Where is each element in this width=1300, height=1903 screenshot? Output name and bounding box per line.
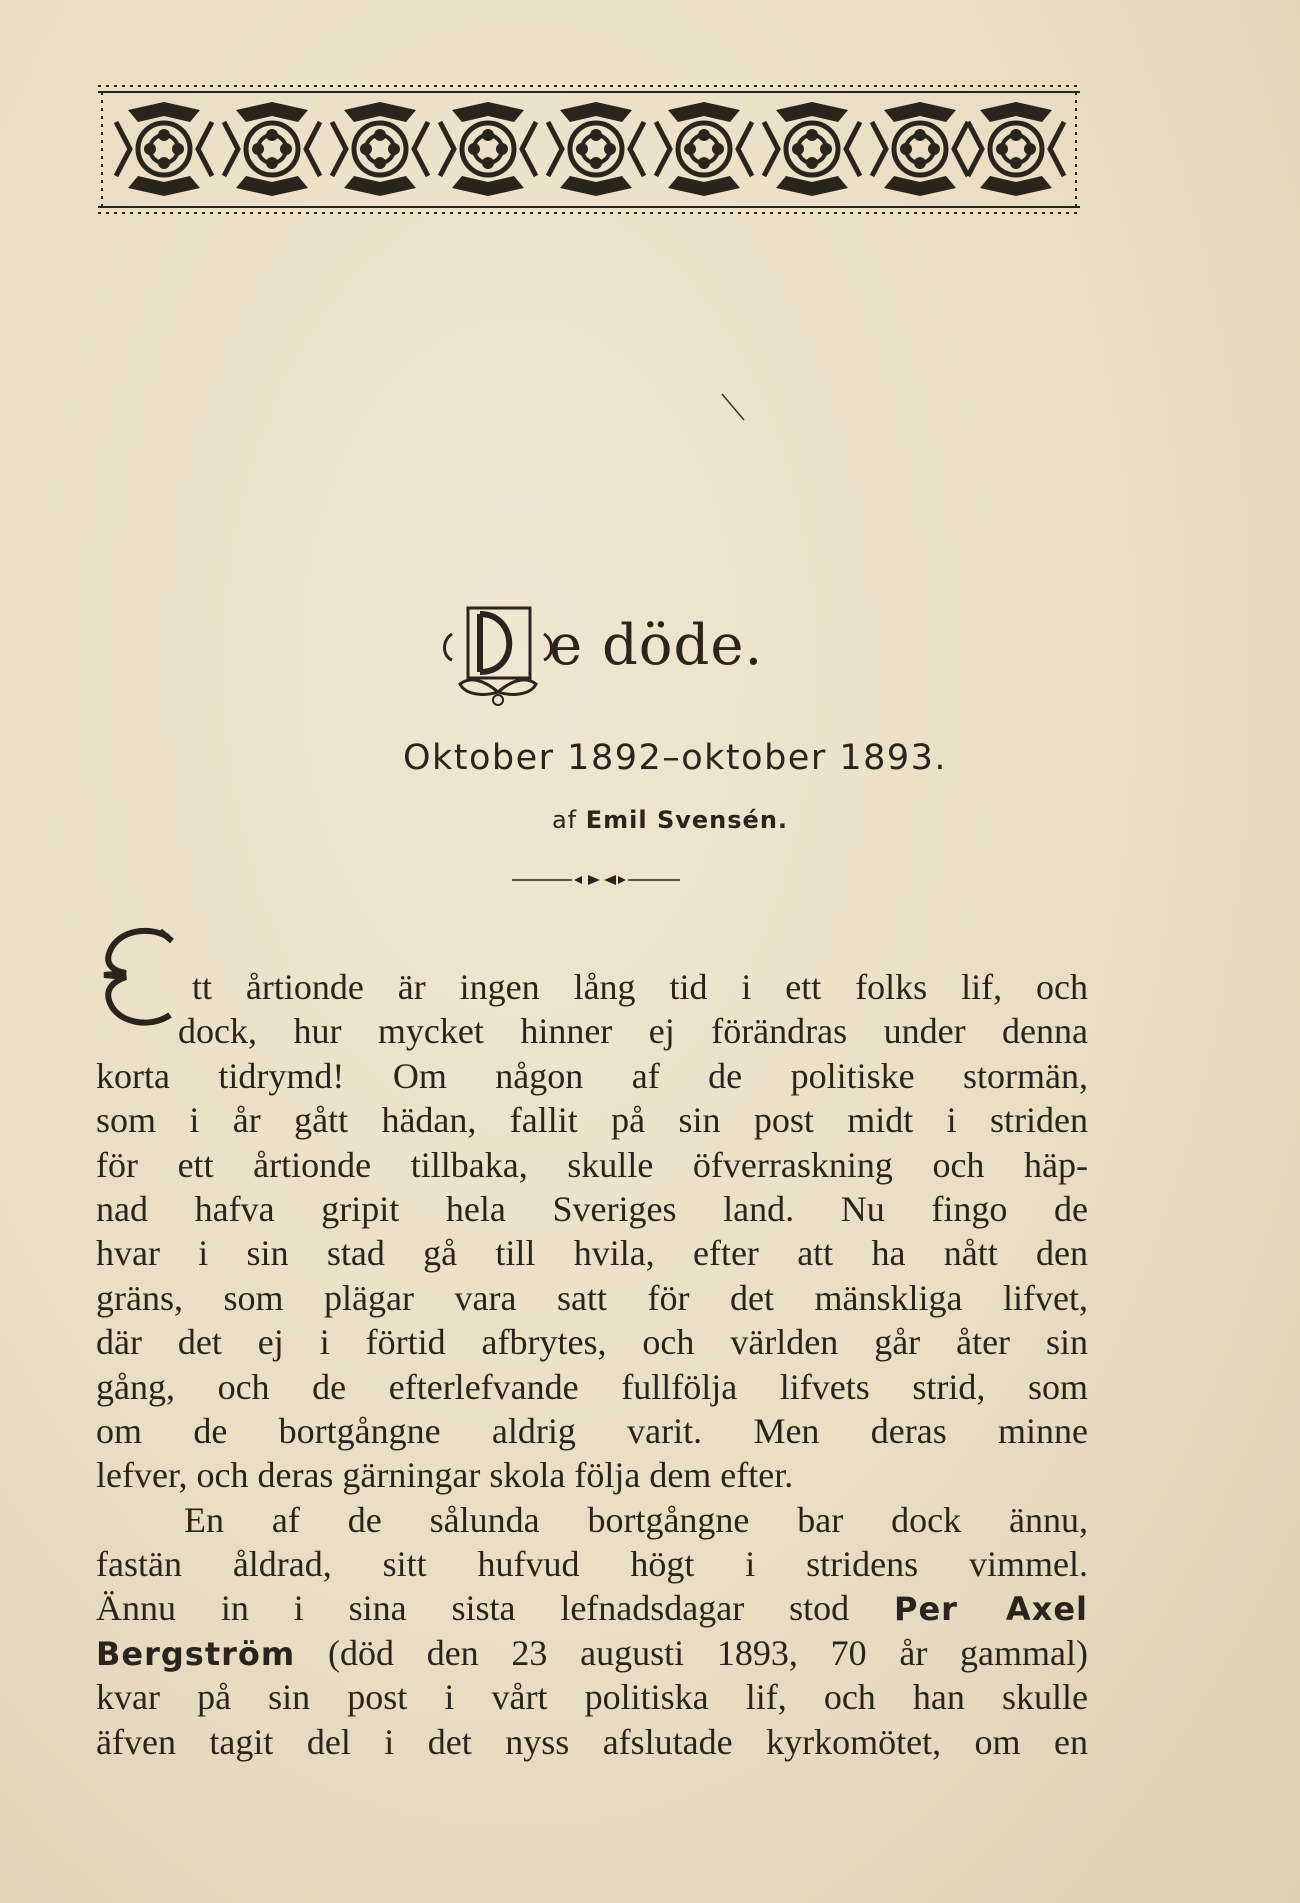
text-line: där det ej i förtid afbrytes, och världen går åter sin	[96, 1322, 1088, 1363]
text-line: nad hafva gripit hela Sveriges land. Nu fingo de	[96, 1188, 1088, 1229]
text-fragment: Ännu in i sina sista lefnadsdagar stod	[96, 1588, 850, 1629]
text-line: gång, och de efterlefvande fullfölja lifvets strid, som	[96, 1366, 1088, 1407]
stray-pencil-mark	[720, 392, 748, 422]
title-ornamental-initial	[440, 600, 555, 710]
author-name: Emil Svensén.	[585, 806, 789, 834]
date-range-subtitle: Oktober 1892–oktober 1893.	[402, 738, 948, 778]
text-line: om de bortgångne aldrig varit. Men deras minne	[96, 1410, 1088, 1451]
person-name-part1: Per Axel	[893, 1590, 1089, 1629]
article-body	[96, 965, 1088, 1764]
chapter-title	[440, 600, 800, 710]
text-line	[96, 1586, 1088, 1630]
text-line: gräns, som plägar vara satt för det mänskliga lifvet,	[96, 1277, 1088, 1318]
author-line	[0, 806, 1300, 834]
ornamental-header-band	[96, 82, 1082, 217]
text-line: En af de sålunda bortgångne bar dock ännu,	[184, 1499, 1088, 1540]
text-line: lefver, och deras gärningar skola följa dem efter.	[96, 1455, 794, 1496]
text-line: för ett årtionde tillbaka, skulle öfverraskning och häp-	[96, 1144, 1088, 1185]
text-line: hvar i sin stad gå till hvila, efter att ha nått den	[96, 1233, 1088, 1274]
text-line: kvar på sin post i vårt politiska lif, och han skulle	[96, 1677, 1088, 1718]
text-line: dock, hur mycket hinner ej förändras under denna	[178, 1011, 1088, 1052]
text-line: tt årtionde är ingen lång tid i ett folks lif, och	[192, 967, 1088, 1007]
ornamental-divider	[512, 872, 680, 888]
title-text: e döde.	[549, 613, 764, 678]
text-line	[96, 1631, 1088, 1675]
text-line: äfven tagit del i det nyss afslutade kyrkomötet, om en	[96, 1721, 1088, 1762]
author-prefix: af	[551, 806, 578, 834]
text-line: korta tidrymd! Om någon af de politiske stormän,	[96, 1055, 1088, 1096]
text-fragment: (död den 23 augusti 1893, 70 år gammal)	[327, 1632, 1088, 1673]
text-line: fastän åldrad, sitt hufvud högt i stridens vimmel.	[96, 1544, 1088, 1585]
person-name-part2: Bergström	[96, 1634, 296, 1673]
text-line: som i år gått hädan, fallit på sin post midt i striden	[96, 1100, 1088, 1141]
